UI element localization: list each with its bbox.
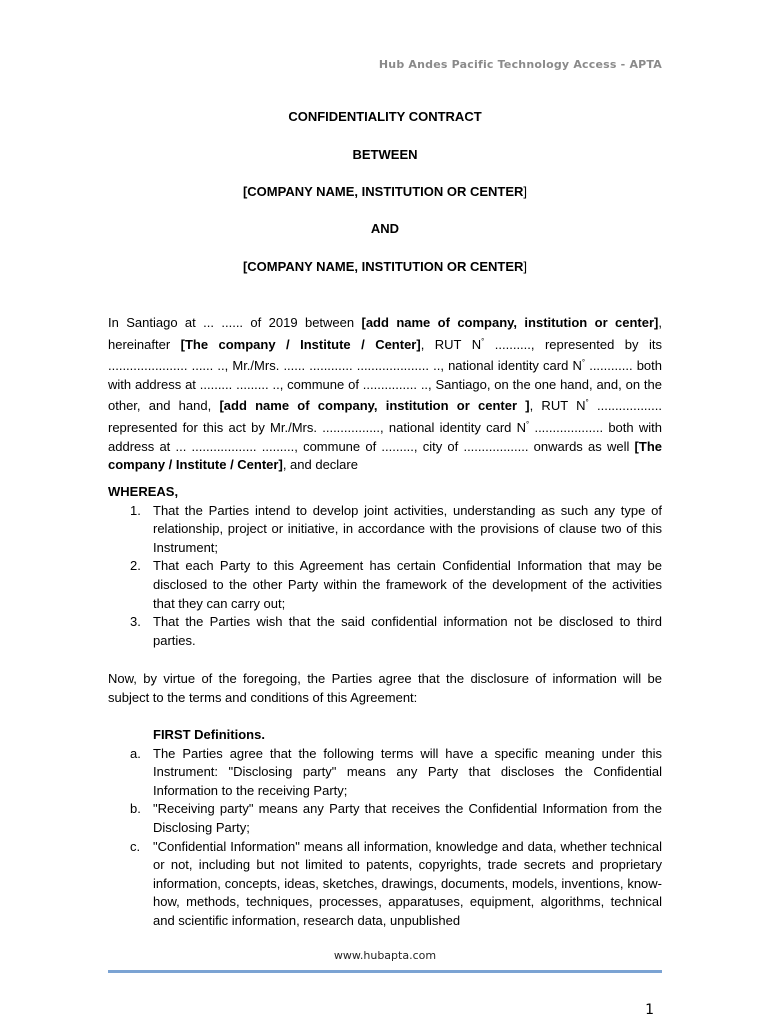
footer-divider [108,970,662,973]
list-item: 2. That each Party to this Agreement has certain Confidential Information that may be disclosed to the other Party within the framework of the development of the activities that they can carry out; [130,558,662,611]
list-item: 1. That the Parties intend to develop joint activities, understanding as such any type of relationship, project or initiative, in accordance with the provisions of clause two of this Instrument; [130,502,662,555]
document-header: Hub Andes Pacific Technology Access - APTA [378,58,662,71]
whereas-section [108,483,662,650]
footer-url: www.hubapta.com [333,949,437,962]
first-heading: FIRST Definitions. [153,727,265,742]
now-paragraph: Now, by virtue of the foregoing, the Parties agree that the disclosure of information will be subject to the terms and conditions of this Agreement: [108,671,662,705]
contract-title: CONFIDENTIALITY CONTRACT [288,109,482,124]
intro-paragraph: In Santiago at ... ...... of 2019 between [add name of company, institution or center], hereinafter [The company / Institute / Center], RUT N° .........., represented by its ...................... ...... .., Mr./Mrs. ...... ............ .................... .., national identity card N° ............ both with address at ......... ......... .., commune of ............... .., Santiago, on the one hand, and, on the other, and hand, [add name of company, institution or center ], RUT N° .................. represented for this act by Mr./Mrs. ................, national identity card N° ................... both with address at ... .................. ........., commune of ........., city of .................. onwards as well [The company / Institute / Center], and declare [108,315,662,473]
definitions-list [108,745,662,931]
first-section [108,726,662,931]
party2-placeholder: [COMPANY NAME, INSTITUTION OR CENTER] [242,259,528,274]
between-label: BETWEEN [352,147,418,162]
and-label: AND [370,221,400,236]
whereas-heading: WHEREAS, [108,484,179,499]
list-item: a. The Parties agree that the following terms will have a specific meaning under this Instrument: "Disclosing party" means any Party that discloses the Confidential Information to the receiving Party; [130,745,662,798]
party1-placeholder: [COMPANY NAME, INSTITUTION OR CENTER] [242,184,528,199]
list-item: 3. That the Parties wish that the said confidential information not be disclosed to third parties. [130,614,662,648]
whereas-list [108,502,662,651]
page-number: 1 [645,1002,654,1018]
list-item: b. "Receiving party" means any Party that receives the Confidential Information from the Disclosing Party; [130,801,662,835]
list-item: c. "Confidential Information" means all information, knowledge and data, whether technical or not, including but not limited to patents, copyrights, trade secrets and proprietary information, concepts, ideas, sketches, drawings, documents, models, inventions, know-how, methods, techniques, processes, apparatuses, equipment, algorithms, technical and scientific information, research data, unpublished [130,838,662,928]
